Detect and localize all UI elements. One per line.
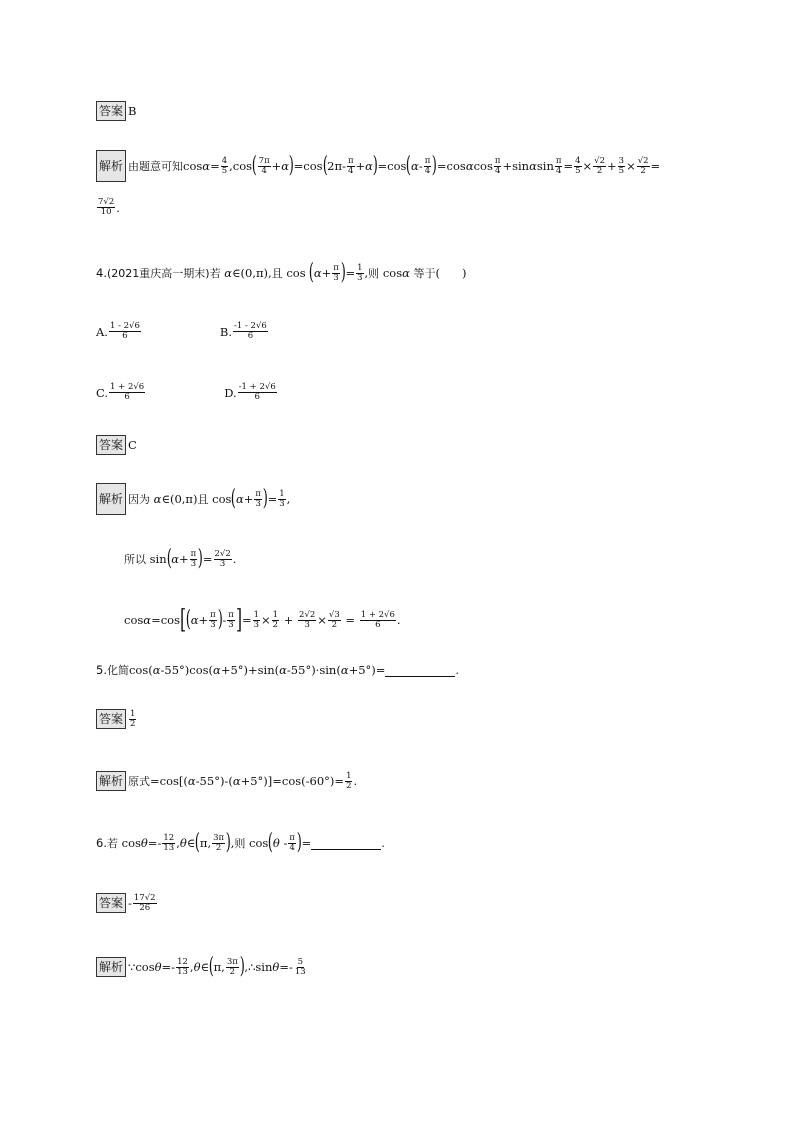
- answer-tag: 答案: [96, 101, 126, 121]
- analysis-4-line3: cosα=cos [ ( α+ $\frac{\pi}{3}$ ) - $\frac{\pi}{3}$ ] = $\frac{1}{3}$ × $\frac{1}{2}$ + $\frac{2√2}{3}$ × $\frac{√3}{2}$ = $\frac{1 + 2√6}{6}$ .: [124, 605, 401, 635]
- answer-5: [96, 709, 137, 729]
- option-b[interactable]: B. $\frac{-1 - 2√6}{6}$: [219, 321, 267, 341]
- analysis-tag: 解析: [96, 957, 126, 977]
- option-d[interactable]: D. $\frac{-1 + 2√6}{6}$: [224, 382, 276, 402]
- options-cd: [96, 383, 278, 402]
- answer-value: B: [128, 104, 137, 118]
- question-source: (2021重庆高一期末): [106, 267, 210, 280]
- answer-blank[interactable]: [311, 837, 381, 850]
- answer-blank[interactable]: [385, 664, 455, 677]
- options-ab: [96, 322, 269, 341]
- answer-tag: 答案: [96, 893, 126, 913]
- question-4: 4. (2021重庆高一期末) 若 α∈(0,π), 且 cos ( α+ $\frac{\pi}{3}$ ) = $\frac{1}{3}$ , 则 cosα 等于 ( ): [96, 260, 467, 285]
- answer-6: 答案 - $\frac{17√2}{26}$: [96, 893, 158, 913]
- analysis-3: 解析 由题意可知 cosα= $\frac{4}{5}$ ,cos ( $\frac{7\pi}{4}$ +α ) =cos ( 2π- $\frac{\pi}{4}$ +α ) =cos ( α- $\frac{\pi}{4}$ ) =cosαcos $\frac{\pi}{4}$ +sinαsin $\frac{\pi}{4}$ = $\frac{4}{5}$ × $\frac{√2}{2}$ + $\frac{3}{5}$ × $\frac{√2}{2}$ =: [96, 150, 660, 182]
- answer-3: [96, 101, 136, 121]
- analysis-4: 解析 因为 α∈(0,π) 且 cos ( α+ $\frac{\pi}{3}$ ) = $\frac{1}{3}$ ,: [96, 483, 290, 515]
- answer-value: $\frac{1}{2}$: [130, 708, 136, 729]
- analysis-tag: 解析: [96, 483, 126, 515]
- answer-value: C: [128, 438, 137, 452]
- option-c[interactable]: C. $\frac{1 + 2√6}{6}$: [96, 382, 145, 402]
- analysis-5: 解析 原式 =cos[(α-55°)-(α+5°)]=cos(-60°)= $\frac{1}{2}$ .: [96, 771, 357, 791]
- analysis-4-line2: 所以 sin ( α+ $\frac{\pi}{3}$ ) = $\frac{2√2}{3}$ .: [124, 546, 237, 571]
- answer-tag: 答案: [96, 435, 126, 455]
- answer-value: $\frac{17√2}{26}$: [133, 892, 156, 913]
- analysis-3-result: $\frac{7√2}{10}$ .: [98, 197, 120, 217]
- option-a[interactable]: A. $\frac{1 - 2√6}{6}$: [96, 321, 140, 341]
- analysis-tag: 解析: [96, 771, 126, 791]
- answer-tag: 答案: [96, 709, 126, 729]
- answer-4: [96, 435, 137, 455]
- analysis-6: 解析 ∵cosθ=- $\frac{12}{13}$ ,θ∈ ( π, $\frac{3\pi}{2}$ ) ,∴sinθ=- $\frac{5}{13}$: [96, 956, 308, 978]
- question-5: 5. 化简 cos(α-55°)cos(α+5°)+sin(α-55°)·sin(α+5°)= .: [96, 663, 460, 677]
- question-6: 6. 若 cosθ=- $\frac{12}{13}$ ,θ∈ ( π, $\frac{3\pi}{2}$ ) , 则 cos ( θ - $\frac{\pi}{4}$ ) = .: [96, 830, 385, 855]
- analysis-tag: 解析: [96, 150, 126, 182]
